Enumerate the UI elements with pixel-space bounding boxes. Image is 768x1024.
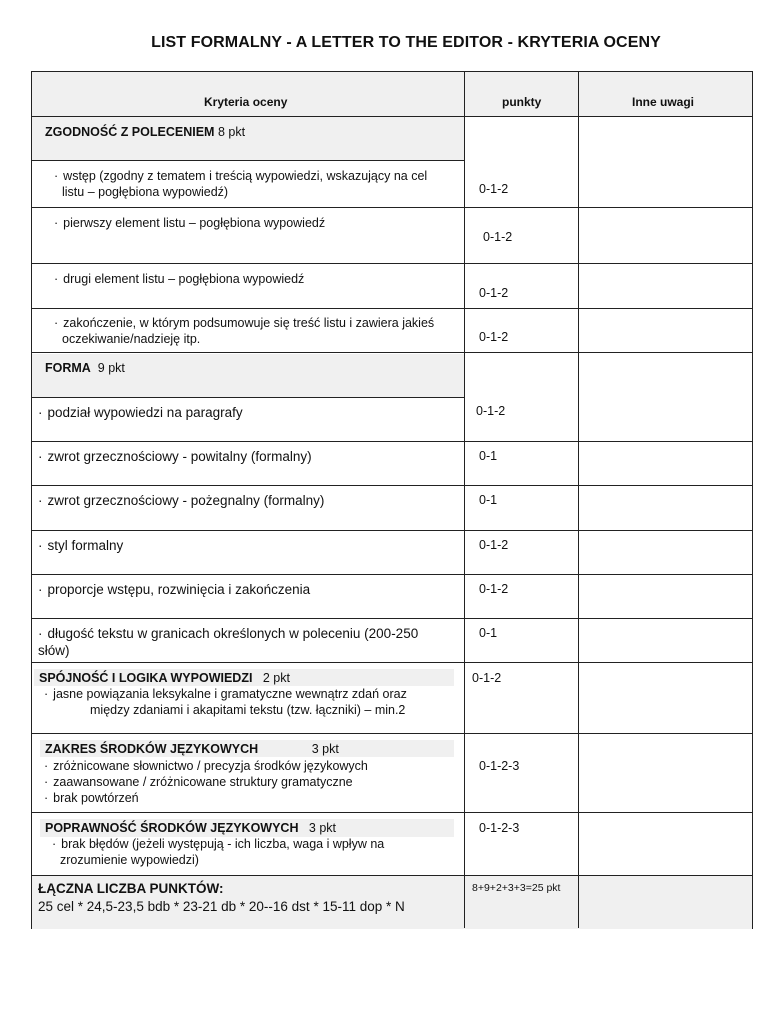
col-divider-2 <box>578 72 579 928</box>
list-item: · wstęp (zgodny z tematem i treścią wypowiedzi, wskazujący na cel listu – pogłębiona wypowiedź) <box>54 169 428 199</box>
zakres-points: 3 pkt <box>311 742 339 756</box>
zakres-heading <box>45 741 339 757</box>
forma-heading <box>45 360 125 376</box>
item-points: 0-1-2-3 <box>479 759 520 773</box>
row-line <box>32 352 752 353</box>
spojnosc-title: SPÓJNOŚĆ I LOGIKA WYPOWIEDZI <box>39 671 253 685</box>
list-item: · zaawansowane / zróżnicowane struktury gramatyczne <box>44 775 353 789</box>
list-item: · zwrot grzecznościowy - pożegnalny (formalny) <box>38 493 325 508</box>
grading-scale: 25 cel * 24,5-23,5 bdb * 23-21 db * 20--16 dst * 15-11 dop * N <box>38 899 405 914</box>
list-item: · brak powtórzeń <box>44 791 139 805</box>
row-line <box>32 116 752 117</box>
item-points: 0-1 <box>479 449 498 463</box>
list-item: · jasne powiązania leksykalne i gramatyczne wewnątrz zdań oraz między zdaniami i akapitami tekstu (tzw. łączniki) – min.2 <box>44 687 407 717</box>
list-item: · styl formalny <box>38 538 124 553</box>
zgodnosc-title: ZGODNOŚĆ Z POLECENIEM <box>45 125 215 139</box>
row-line <box>32 618 752 619</box>
item-points: 0-1-2 <box>483 230 513 244</box>
list-item: · drugi element listu – pogłębiona wypowiedź <box>54 272 305 286</box>
row-line <box>32 397 464 398</box>
item-points: 0-1-2 <box>479 182 509 196</box>
zgodnosc-points: 8 pkt <box>217 125 246 139</box>
forma-points: 9 pkt <box>97 361 125 375</box>
row-line <box>32 263 752 264</box>
header-points: punkty <box>502 95 542 109</box>
row-line <box>32 812 752 813</box>
zgodnosc-heading <box>45 124 245 140</box>
forma-title: FORMA <box>45 361 91 375</box>
poprawnosc-points: 3 pkt <box>308 821 337 835</box>
row-line <box>32 574 752 575</box>
row-line <box>32 662 752 663</box>
item-points: 0-1 <box>479 626 498 640</box>
row-line <box>32 733 752 734</box>
row-line <box>32 160 464 161</box>
list-item: · podział wypowiedzi na paragrafy <box>38 405 243 420</box>
total-points: 8+9+2+3+3=25 pkt <box>472 882 561 894</box>
item-points: 0-1-2 <box>479 330 509 344</box>
page-title: LIST FORMALNY - A LETTER TO THE EDITOR - KRYTERIA OCENY <box>151 34 661 51</box>
spojnosc-points: 2 pkt <box>262 671 290 685</box>
list-item: · pierwszy element listu – pogłębiona wypowiedź <box>54 216 326 230</box>
row-line <box>32 207 752 208</box>
list-item: · zwrot grzecznościowy - powitalny (formalny) <box>38 449 312 464</box>
row-line <box>32 875 752 876</box>
item-points: 0-1-2-3 <box>479 821 520 835</box>
criteria-table <box>31 71 753 929</box>
header-remarks: Inne uwagi <box>632 95 695 109</box>
poprawnosc-heading <box>45 820 336 836</box>
poprawnosc-title: POPRAWNOŚĆ ŚRODKÓW JĘZYKOWYCH <box>45 821 299 835</box>
col-divider-1 <box>464 72 465 928</box>
item-points: 0-1-2 <box>472 671 502 685</box>
list-item: · brak błędów (jeżeli występują - ich liczba, waga i wpływ na zrozumienie wypowiedzi) <box>52 837 385 867</box>
header-criteria: Kryteria oceny <box>204 95 288 109</box>
zakres-title: ZAKRES ŚRODKÓW JĘZYKOWYCH <box>45 742 259 756</box>
spojnosc-heading <box>39 670 290 686</box>
row-line <box>32 441 752 442</box>
list-item: · proporcje wstępu, rozwinięcia i zakończenia <box>38 582 311 597</box>
item-points: 0-1 <box>479 493 498 507</box>
row-line <box>32 308 752 309</box>
row-line <box>32 485 752 486</box>
item-points: 0-1-2 <box>476 404 506 418</box>
item-points: 0-1-2 <box>479 582 509 596</box>
item-points: 0-1-2 <box>479 286 509 300</box>
list-item: · zróżnicowane słownictwo / precyzja środków językowych <box>44 759 368 773</box>
header-row-bg <box>32 72 752 116</box>
list-item: · długość tekstu w granicach określonych w poleceniu (200-250 słów) <box>38 626 419 658</box>
row-line <box>32 530 752 531</box>
item-points: 0-1-2 <box>479 538 509 552</box>
total-heading: ŁĄCZNA LICZBA PUNKTÓW: <box>38 881 224 896</box>
list-item: · zakończenie, w którym podsumowuje się treść listu i zawiera jakieś oczekiwanie/nadzieję itp. <box>54 316 435 346</box>
